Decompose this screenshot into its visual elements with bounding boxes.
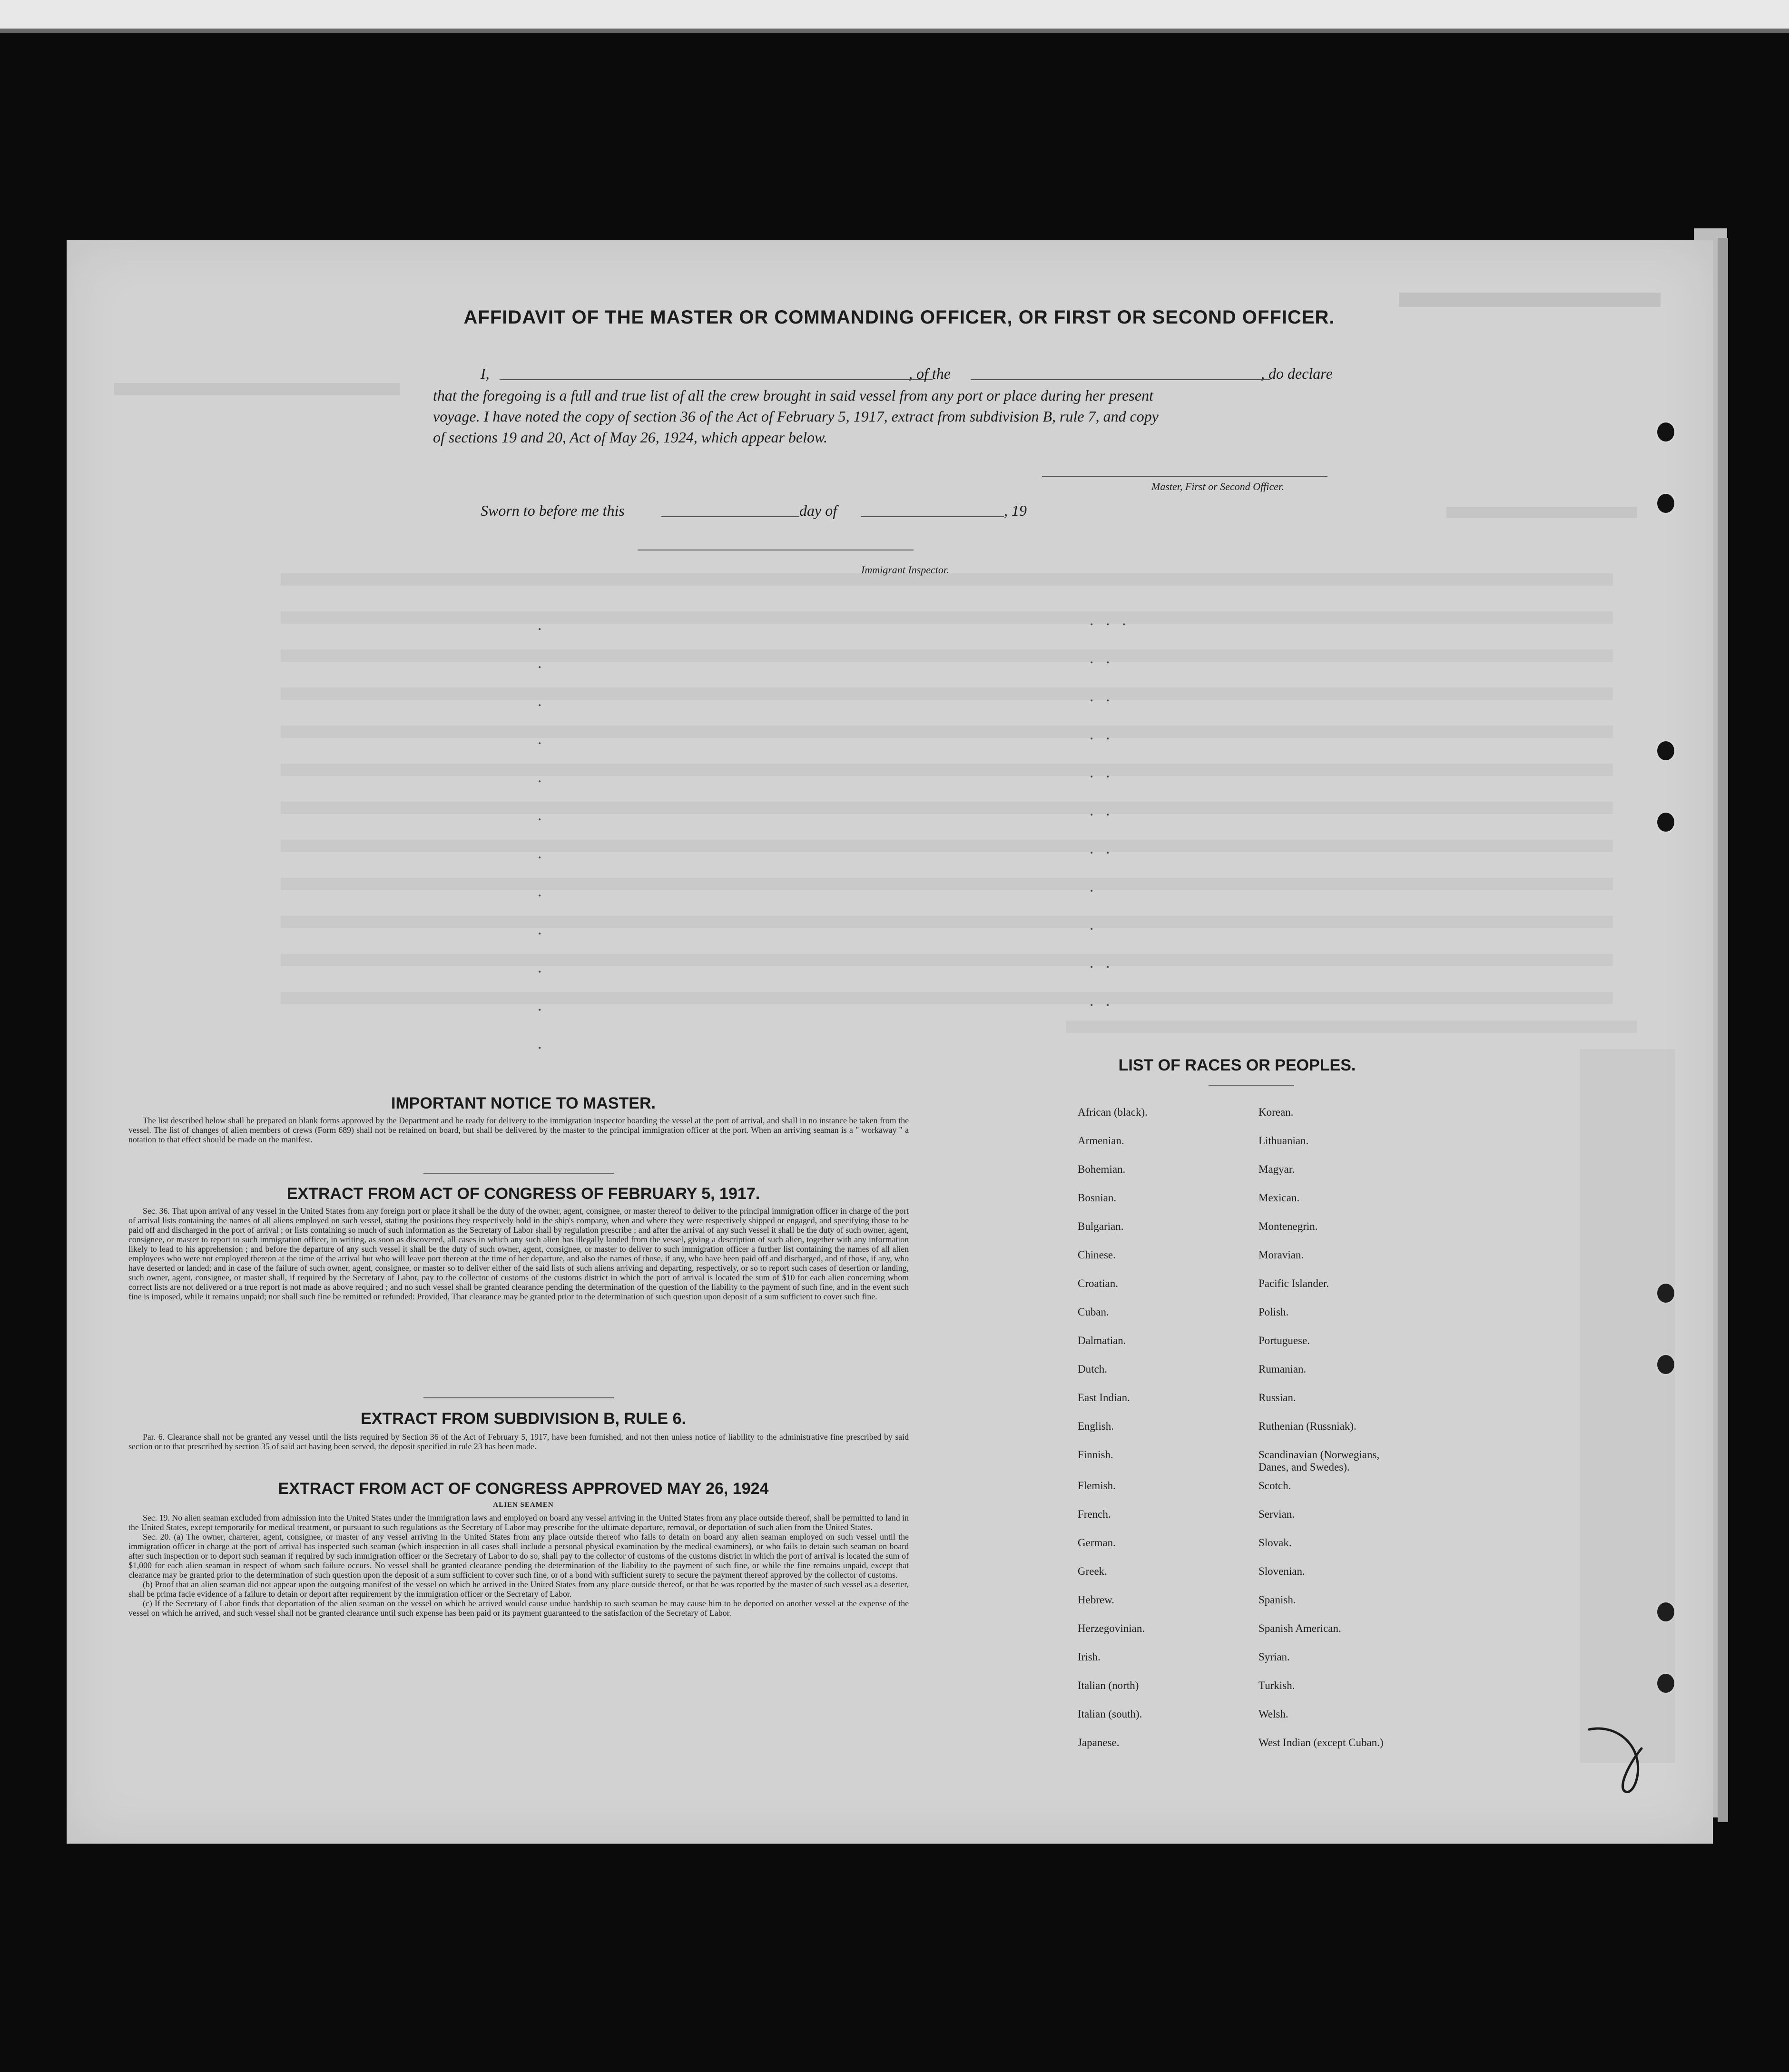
race-right-item: Welsh. bbox=[1258, 1708, 1288, 1720]
section-divider bbox=[1209, 1085, 1294, 1086]
dot-mark: . bbox=[538, 921, 542, 938]
race-right-item: Syrian. bbox=[1258, 1651, 1290, 1663]
race-left-item: Bosnian. bbox=[1078, 1192, 1117, 1204]
race-right-item: Pacific Islander. bbox=[1258, 1277, 1329, 1289]
bleed-through-text bbox=[1446, 507, 1637, 518]
race-right-item: Slovenian. bbox=[1258, 1565, 1305, 1577]
race-left-item: Chinese. bbox=[1078, 1249, 1116, 1261]
bleed-through-text bbox=[281, 878, 1613, 890]
document-page bbox=[67, 240, 1713, 1844]
dot-mark: . bbox=[538, 806, 542, 824]
affidavit-i: I, bbox=[481, 365, 490, 382]
section-divider bbox=[423, 1397, 614, 1398]
notice-paragraph: The list described below shall be prepared on blank forms approved by the Department and be ready for delivery to the immigration inspector boarding the vessel at the port of arrival, and shall in no instance be taken from the vessel. The list of changes of alien members of crews (Form 689) shall not be retained on board, but shall be delivered by the master to the principal immigration officer at the port. When an arriving seaman is a " workaway " a notation to that effect should be made on the manifest. bbox=[128, 1116, 909, 1144]
dot-mark: . bbox=[538, 1035, 542, 1052]
race-left-item: Dalmatian. bbox=[1078, 1335, 1126, 1346]
race-right-item: Polish. bbox=[1258, 1306, 1289, 1318]
race-right-item: Spanish American. bbox=[1258, 1622, 1341, 1634]
alien-seamen-subtitle: ALIEN SEAMEN bbox=[493, 1501, 554, 1509]
binder-hole-icon bbox=[1656, 421, 1676, 443]
race-left-item: Bohemian. bbox=[1078, 1163, 1126, 1175]
dot-mark: . . bbox=[1090, 764, 1110, 781]
extract-rule6-text bbox=[128, 1432, 909, 1451]
race-left-item: Finnish. bbox=[1078, 1449, 1113, 1461]
extract-1917-title: EXTRACT FROM ACT OF CONGRESS OF FEBRUARY 5, 1917. bbox=[286, 1185, 760, 1203]
affidavit-line-2: that the foregoing is a full and true list of all the crew brought in said vessel from any port or place during her present bbox=[433, 387, 1153, 404]
blank-vessel-line bbox=[971, 379, 1270, 380]
bleed-through-text bbox=[281, 726, 1613, 738]
race-left-item: German. bbox=[1078, 1537, 1116, 1549]
bleed-through-text bbox=[281, 992, 1613, 1004]
bleed-through-text bbox=[1399, 293, 1661, 307]
race-left-item: Japanese. bbox=[1078, 1737, 1120, 1748]
race-right-item: Lithuanian. bbox=[1258, 1135, 1309, 1147]
bleed-through-text bbox=[114, 383, 400, 395]
dot-mark: . . bbox=[1090, 992, 1110, 1010]
race-right-item: Portuguese. bbox=[1258, 1335, 1310, 1346]
bleed-through-text bbox=[281, 649, 1613, 662]
dot-mark: . . bbox=[1090, 802, 1110, 819]
race-left-item: Dutch. bbox=[1078, 1363, 1107, 1375]
dot-mark: . bbox=[538, 616, 542, 634]
race-right-item: Montenegrin. bbox=[1258, 1220, 1318, 1232]
dot-mark: . . bbox=[1090, 649, 1110, 667]
blank-day-line bbox=[661, 516, 799, 517]
bleed-through-text bbox=[1066, 1021, 1637, 1033]
bleed-through-text bbox=[1580, 1049, 1675, 1763]
sworn-prefix: Sworn to before me this bbox=[481, 502, 625, 519]
sec-20a-paragraph: Sec. 20. (a) The owner, charterer, agent, consignee, or master of any vessel arriving in the United States from any place outside thereof who fails to detain on board any alien seaman employed on such vessel until the immigration officer in charge at the port of arrival has inspected such seaman (which inspection in all cases shall include a personal physical examination by the medical examiners), or who fails to detain such seaman on board after such inspection or to deport such seaman if required by such immigration officer or the Secretary of Labor to do so, shall pay to the collector of customs of the customs district in which the port of arrival is located the sum of $1,000 for each alien seaman in respect of whom such failure occurs. No vessel shall be granted clearance pending the determination of the liability to the payment of such fine, or while the fine remains unpaid, except that clearance may be granted prior to the determination of such question upon the deposit of a sum sufficient to cover such fine, or of a bond with sufficient surety to secure the payment thereof approved by the collector of customs. bbox=[128, 1532, 909, 1580]
extract-1924-text bbox=[128, 1513, 909, 1618]
dot-mark: . bbox=[538, 654, 542, 672]
race-left-item: East Indian. bbox=[1078, 1392, 1130, 1404]
race-left-item: Flemish. bbox=[1078, 1480, 1116, 1492]
dot-mark: . bbox=[538, 768, 542, 786]
dot-mark: . . bbox=[1090, 840, 1110, 857]
handwritten-mark-icon bbox=[1584, 1720, 1656, 1806]
section-36-paragraph: Sec. 36. That upon arrival of any vessel in the United States from any foreign port or place it shall be the duty of the owner, agent, consignee, or master thereof to deliver to the principal immigration officer in charge of the port of arrival lists containing the names of all aliens employed on such vessel, stating the positions they respectively hold in the ship's company, when and where they were respectively shipped or engaged, and specifying those to be paid off and discharged in the port of arrival ; or lists containing so much of such information as the Secretary of Labor shall by regulation prescribe ; and after the arrival of any such vessel it shall be the duty of such owner, agent, consignee, or master to report to such immigration officer, in writing, as soon as discovered, all cases in which any such alien has illegally landed from the vessel, giving a description of such alien, together with any information likely to lead to his apprehension ; and before the departure of any such vessel it shall be the duty of such owner, agent, consignee, or master to deliver to such immigration officer a further list containing the names of all alien employees who were not employed thereon at the time of the arrival but who will leave port thereon at the time of her departure, and also the names of those, if any, who have been paid off and discharged, and of those, if any, who have deserted or landed; and in case of the failure of such owner, agent, consignee, or master so to deliver either of the said lists of such aliens arriving and departing, respectively, or so to report such cases of desertion or landing, such owner, agent, consignee, or master shall, if required by the Secretary of Labor, pay to the collector of customs of the customs district in which the port of arrival is located the sum of $10 for each alien concerning whom correct lists are not delivered or a true report is not made as above required ; and no such vessel shall be granted clearance pending the determination of the question of the liability to the payment of such fine, and in the event such fine is imposed, while it remains unpaid; nor shall such fine be remitted or refunded: Provided, That clearance may be granted prior to the determination of such question upon deposit of a sum sufficient to cover such fine. bbox=[128, 1206, 909, 1301]
affidavit-declare: , do declare bbox=[1261, 365, 1333, 382]
scanner-top-bar bbox=[0, 0, 1789, 29]
underlying-page-shadow bbox=[1718, 238, 1728, 1822]
race-right-item: Turkish. bbox=[1258, 1679, 1295, 1691]
bleed-through-text bbox=[281, 840, 1613, 852]
extract-rule6-title: EXTRACT FROM SUBDIVISION B, RULE 6. bbox=[361, 1410, 686, 1428]
race-right-item: Scandinavian (Norwegians, Danes, and Swedes). bbox=[1258, 1449, 1380, 1473]
bleed-through-text bbox=[281, 687, 1613, 700]
race-right-item: West Indian (except Cuban.) bbox=[1258, 1737, 1384, 1748]
race-left-item: Herzegovinian. bbox=[1078, 1622, 1145, 1634]
binder-hole-icon bbox=[1656, 740, 1676, 762]
race-left-item: Italian (south). bbox=[1078, 1708, 1142, 1720]
race-left-item: African (black). bbox=[1078, 1106, 1148, 1118]
bleed-through-text bbox=[281, 954, 1613, 966]
affidavit-line-4: of sections 19 and 20, Act of May 26, 1924, which appear below. bbox=[433, 429, 827, 446]
race-right-item: Scotch. bbox=[1258, 1480, 1291, 1492]
sec-20c-paragraph: (c) If the Secretary of Labor finds that deportation of the alien seaman on the vessel on which he arrived would cause undue hardship to such seaman he may cause him to be deported on another vessel at the expense of the vessel on which he arrived, and such vessel shall not be granted clearance until such expense has been paid or its payment guaranteed to the satisfaction of the Secretary of Labor. bbox=[128, 1599, 909, 1618]
dot-mark: . . bbox=[1090, 726, 1110, 743]
race-left-item: French. bbox=[1078, 1508, 1111, 1520]
dot-mark: . . . bbox=[1090, 611, 1126, 629]
race-left-item: Cuban. bbox=[1078, 1306, 1109, 1318]
dot-mark: . bbox=[538, 730, 542, 748]
race-left-item: Hebrew. bbox=[1078, 1594, 1115, 1606]
race-right-item: Russian. bbox=[1258, 1392, 1296, 1404]
dot-mark: . . bbox=[1090, 954, 1110, 972]
race-left-item: Italian (north) bbox=[1078, 1679, 1139, 1691]
bleed-through-text bbox=[281, 802, 1613, 814]
sworn-day-of: day of bbox=[799, 502, 837, 519]
race-right-item: Korean. bbox=[1258, 1106, 1294, 1118]
race-right-item: Ruthenian (Russniak). bbox=[1258, 1420, 1356, 1432]
extract-1917-text bbox=[128, 1206, 909, 1301]
race-right-item: Spanish. bbox=[1258, 1594, 1296, 1606]
notice-text bbox=[128, 1116, 909, 1144]
dot-mark: . bbox=[1090, 916, 1094, 933]
sworn-year: , 19 bbox=[1004, 502, 1027, 519]
race-left-item: Irish. bbox=[1078, 1651, 1101, 1663]
bleed-through-text bbox=[281, 916, 1613, 928]
scanner-top-line bbox=[0, 29, 1789, 33]
binder-hole-icon bbox=[1656, 811, 1676, 833]
affidavit-title: AFFIDAVIT OF THE MASTER OR COMMANDING OFFICER, OR FIRST OR SECOND OFFICER. bbox=[463, 307, 1335, 328]
dot-mark: . bbox=[538, 959, 542, 976]
affidavit-line-3: voyage. I have noted the copy of section 36 of the Act of February 5, 1917, extract from subdivision B, rule 7, and copy bbox=[433, 408, 1159, 425]
race-left-item: Bulgarian. bbox=[1078, 1220, 1124, 1232]
bleed-through-text bbox=[281, 611, 1613, 624]
dot-mark: . bbox=[1090, 878, 1094, 895]
dot-mark: . . bbox=[1090, 687, 1110, 705]
dot-mark: . bbox=[538, 692, 542, 710]
bleed-through-text bbox=[281, 764, 1613, 776]
dot-mark: . bbox=[538, 845, 542, 862]
dot-mark: . bbox=[538, 997, 542, 1014]
master-signature-line bbox=[1042, 476, 1327, 477]
blank-name-line bbox=[500, 379, 933, 380]
race-right-item: Servian. bbox=[1258, 1508, 1295, 1520]
binder-hole-icon bbox=[1656, 492, 1676, 514]
inspector-label: Immigrant Inspector. bbox=[861, 564, 949, 576]
rule6-paragraph: Par. 6. Clearance shall not be granted any vessel until the lists required by Section 36 of the Act of February 5, 1917, have been furnished, and not then unless notice of liability to the administrative fine prescribed by said section or to that prescribed by section 35 of said act having been served, the deposit specified in rule 23 has been made. bbox=[128, 1432, 909, 1451]
section-divider bbox=[423, 1173, 614, 1174]
sec-19-paragraph: Sec. 19. No alien seaman excluded from admission into the United States under the immigration laws and employed on board any vessel arriving in the United States from any place outside thereof, shall be permitted to land in the United States, except temporarily for medical treatment, or pursuant to such regulations as the Secretary of Labor may prescribe for the ultimate departure, removal, or deportation of such alien from the United States. bbox=[128, 1513, 909, 1532]
master-label: Master, First or Second Officer. bbox=[1151, 481, 1284, 492]
race-left-item: Armenian. bbox=[1078, 1135, 1124, 1147]
race-right-item: Mexican. bbox=[1258, 1192, 1300, 1204]
race-left-item: Greek. bbox=[1078, 1565, 1107, 1577]
race-right-item: Magyar. bbox=[1258, 1163, 1295, 1175]
blank-month-line bbox=[861, 516, 1004, 517]
race-right-item: Moravian. bbox=[1258, 1249, 1304, 1261]
sec-20b-paragraph: (b) Proof that an alien seaman did not appear upon the outgoing manifest of the vessel on which he arrived in the United States from any place outside thereof, or that he was reported by the master of such vessel as a deserter, shall be prima facie evidence of a failure to detain or deport after requirement by the immigration officer or the Secretary of Labor. bbox=[128, 1580, 909, 1599]
race-left-item: Croatian. bbox=[1078, 1277, 1118, 1289]
race-right-item: Slovak. bbox=[1258, 1537, 1292, 1549]
races-title: LIST OF RACES OR PEOPLES. bbox=[1118, 1056, 1356, 1074]
dot-mark: . bbox=[538, 883, 542, 900]
notice-title: IMPORTANT NOTICE TO MASTER. bbox=[391, 1094, 656, 1112]
race-left-item: English. bbox=[1078, 1420, 1114, 1432]
race-right-item: Rumanian. bbox=[1258, 1363, 1307, 1375]
affidavit-of-the: , of the bbox=[909, 365, 951, 382]
extract-1924-title: EXTRACT FROM ACT OF CONGRESS APPROVED MAY 26, 1924 bbox=[278, 1480, 769, 1498]
